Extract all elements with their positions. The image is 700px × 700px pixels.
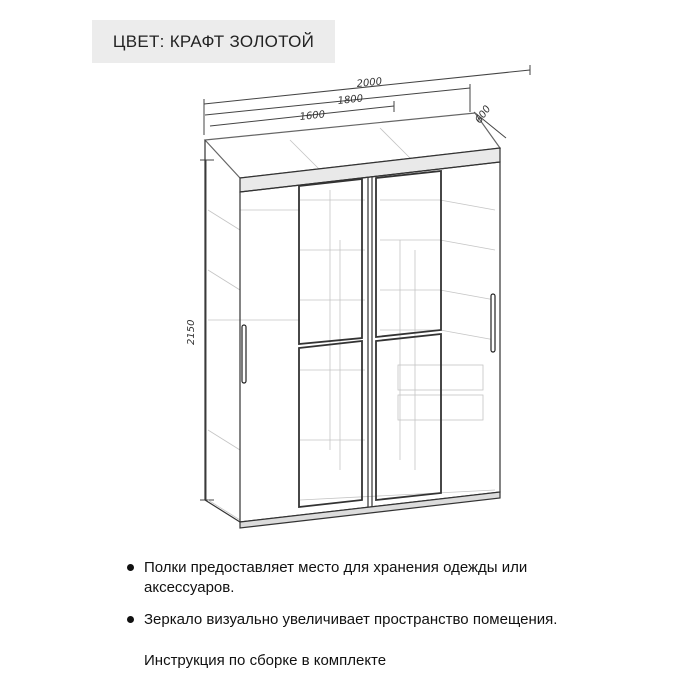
dim-label-1600: 1600 bbox=[299, 109, 326, 123]
door-handle-right bbox=[491, 294, 495, 352]
bullet-icon bbox=[127, 564, 134, 571]
dim-label-600: 600 bbox=[473, 103, 494, 126]
color-label: ЦВЕТ: КРАФТ ЗОЛОТОЙ bbox=[92, 20, 335, 63]
feature-text: Полки предоставляет место для хранения одежды или аксессуаров. bbox=[144, 559, 528, 596]
dim-label-1800: 1800 bbox=[337, 93, 364, 107]
door-handle-left bbox=[242, 325, 246, 383]
list-item bbox=[124, 610, 594, 630]
assembly-note: Инструкция по сборке в комплекте bbox=[144, 652, 387, 669]
dim-label-2150: 2150 bbox=[186, 319, 197, 345]
dim-label-2000: 2000 bbox=[356, 76, 383, 90]
bullet-icon bbox=[127, 616, 134, 623]
list-item bbox=[124, 558, 594, 598]
wardrobe-outline bbox=[205, 113, 500, 528]
feature-text: Зеркало визуально увеличивает пространство помещения. bbox=[144, 611, 558, 628]
feature-list bbox=[124, 558, 594, 642]
mirror-panels bbox=[299, 171, 441, 507]
